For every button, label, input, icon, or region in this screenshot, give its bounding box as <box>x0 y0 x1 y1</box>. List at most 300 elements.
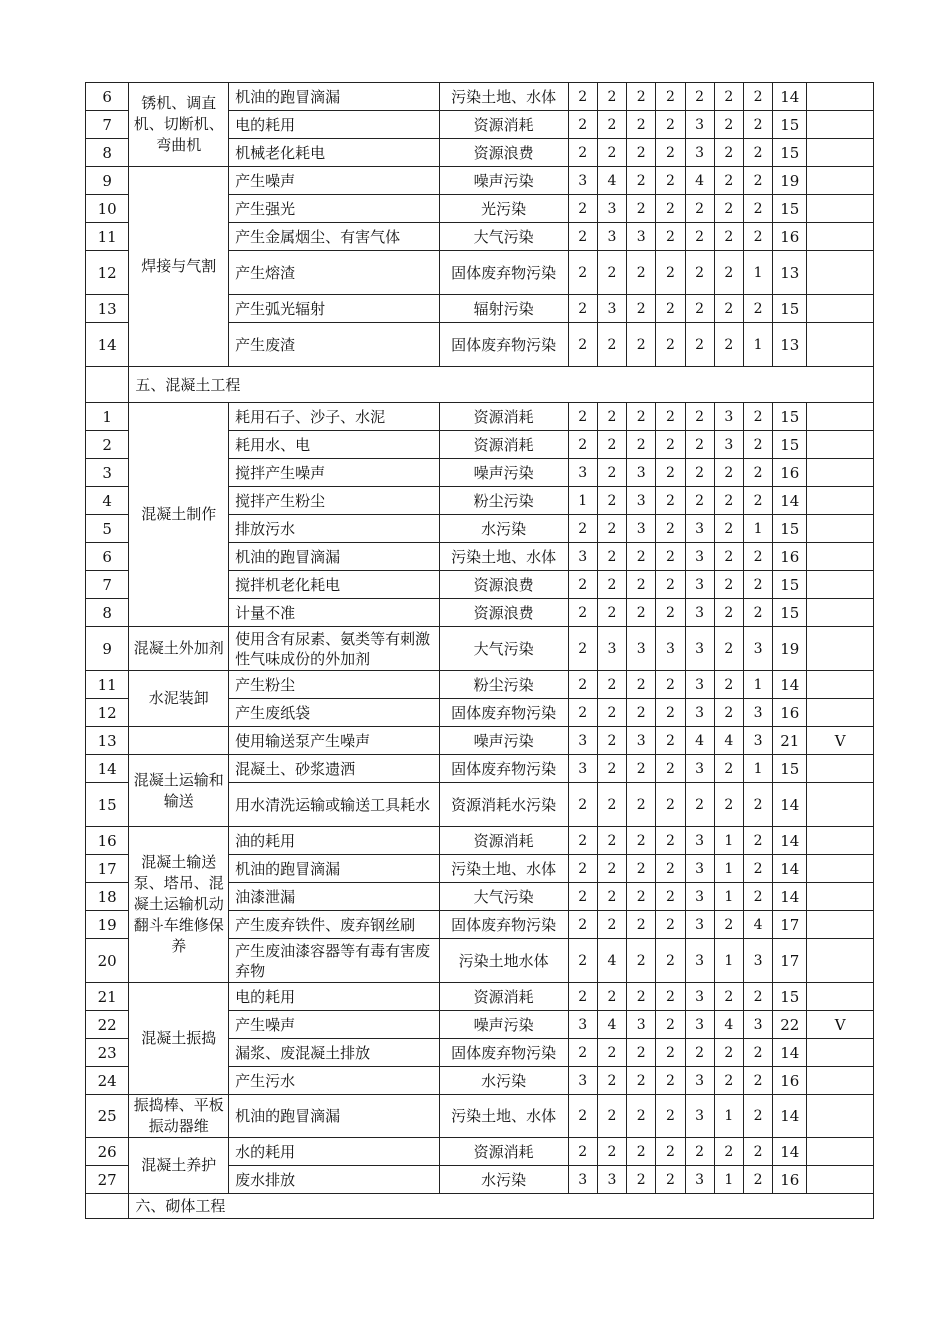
score-cell: 3 <box>685 911 714 939</box>
score-cell: 3 <box>597 195 626 223</box>
score-cell: 3 <box>568 1166 597 1194</box>
total-cell: 15 <box>773 139 807 167</box>
aspect-cell: 资源消耗 <box>439 403 568 431</box>
score-cell: 2 <box>743 295 772 323</box>
row-number: 5 <box>86 515 129 543</box>
score-cell: 4 <box>597 939 626 983</box>
activity-cell: 混凝土、砂浆遗洒 <box>229 755 440 783</box>
score-cell: 2 <box>656 459 685 487</box>
significance-mark <box>807 755 874 783</box>
score-cell: 3 <box>743 699 772 727</box>
activity-cell: 产生粉尘 <box>229 671 440 699</box>
aspect-cell: 大气污染 <box>439 223 568 251</box>
score-cell: 2 <box>568 139 597 167</box>
score-cell: 2 <box>685 783 714 827</box>
aspect-cell: 资源消耗 <box>439 1138 568 1166</box>
total-cell: 16 <box>773 223 807 251</box>
score-cell: 2 <box>743 167 772 195</box>
score-cell: 2 <box>597 855 626 883</box>
score-cell: 2 <box>685 195 714 223</box>
row-number: 1 <box>86 403 129 431</box>
aspect-cell: 资源消耗 <box>439 111 568 139</box>
score-cell: 2 <box>568 599 597 627</box>
score-cell: 2 <box>568 783 597 827</box>
score-cell: 2 <box>714 755 743 783</box>
significance-mark <box>807 515 874 543</box>
score-cell: 4 <box>685 727 714 755</box>
score-cell: 2 <box>743 855 772 883</box>
row-number: 8 <box>86 139 129 167</box>
score-cell: 3 <box>685 1067 714 1095</box>
score-cell: 2 <box>568 671 597 699</box>
score-cell: 2 <box>714 699 743 727</box>
score-cell: 2 <box>714 543 743 571</box>
score-cell: 2 <box>627 295 656 323</box>
score-cell: 2 <box>714 195 743 223</box>
score-cell: 2 <box>627 911 656 939</box>
score-cell: 4 <box>714 1011 743 1039</box>
row-number: 10 <box>86 195 129 223</box>
score-cell: 1 <box>743 515 772 543</box>
score-cell: 2 <box>685 323 714 367</box>
score-cell: 2 <box>656 487 685 515</box>
score-cell: 2 <box>627 543 656 571</box>
score-cell: 2 <box>627 1095 656 1138</box>
total-cell: 19 <box>773 167 807 195</box>
activity-cell: 产生噪声 <box>229 1011 440 1039</box>
row-number: 26 <box>86 1138 129 1166</box>
row-number: 4 <box>86 487 129 515</box>
aspect-cell: 污染土地、水体 <box>439 83 568 111</box>
total-cell: 14 <box>773 855 807 883</box>
aspect-cell: 光污染 <box>439 195 568 223</box>
score-cell: 2 <box>597 543 626 571</box>
activity-cell: 废水排放 <box>229 1166 440 1194</box>
total-cell: 22 <box>773 1011 807 1039</box>
score-cell: 2 <box>597 1138 626 1166</box>
score-cell: 2 <box>627 111 656 139</box>
aspect-cell: 固体废弃物污染 <box>439 1039 568 1067</box>
score-cell: 2 <box>656 195 685 223</box>
score-cell: 2 <box>714 459 743 487</box>
section-row <box>86 1194 874 1219</box>
score-cell: 2 <box>627 1067 656 1095</box>
score-cell: 2 <box>627 251 656 295</box>
significance-mark <box>807 571 874 599</box>
significance-mark <box>807 911 874 939</box>
score-cell: 1 <box>714 939 743 983</box>
score-cell: 2 <box>714 783 743 827</box>
aspect-cell: 大气污染 <box>439 883 568 911</box>
activity-cell: 搅拌产生噪声 <box>229 459 440 487</box>
score-cell: 2 <box>627 431 656 459</box>
score-cell: 2 <box>656 1166 685 1194</box>
significance-mark <box>807 139 874 167</box>
score-cell: 3 <box>597 627 626 671</box>
row-number: 8 <box>86 599 129 627</box>
activity-cell: 产生熔渣 <box>229 251 440 295</box>
score-cell: 2 <box>627 571 656 599</box>
activity-cell: 产生废弃铁件、废弃钢丝刷 <box>229 911 440 939</box>
score-cell: 3 <box>656 627 685 671</box>
score-cell: 2 <box>597 727 626 755</box>
score-cell: 2 <box>743 139 772 167</box>
group-label: 混凝土振捣 <box>129 983 229 1095</box>
aspect-cell: 污染土地、水体 <box>439 855 568 883</box>
score-cell: 2 <box>656 1011 685 1039</box>
score-cell: 2 <box>627 939 656 983</box>
row-number: 11 <box>86 223 129 251</box>
score-cell: 2 <box>743 543 772 571</box>
row-number: 19 <box>86 911 129 939</box>
table-row <box>86 983 874 1011</box>
score-cell: 2 <box>714 139 743 167</box>
score-cell: 2 <box>627 699 656 727</box>
group-label: 混凝土输送泵、塔吊、混凝土运输机动翻斗车维修保养 <box>129 827 229 983</box>
row-number: 20 <box>86 939 129 983</box>
row-number: 23 <box>86 1039 129 1067</box>
score-cell: 2 <box>568 1039 597 1067</box>
total-cell: 14 <box>773 1095 807 1138</box>
group-label: 混凝土养护 <box>129 1138 229 1194</box>
table-row <box>86 755 874 783</box>
aspect-cell: 粉尘污染 <box>439 671 568 699</box>
score-cell: 2 <box>656 571 685 599</box>
score-cell: 1 <box>743 251 772 295</box>
aspect-cell: 资源消耗 <box>439 983 568 1011</box>
score-cell: 2 <box>627 983 656 1011</box>
activity-cell: 用水清洗运输或输送工具耗水 <box>229 783 440 827</box>
score-cell: 2 <box>656 515 685 543</box>
score-cell: 3 <box>568 1067 597 1095</box>
score-cell: 2 <box>627 167 656 195</box>
score-cell: 3 <box>685 543 714 571</box>
score-cell: 2 <box>714 111 743 139</box>
score-cell: 2 <box>656 855 685 883</box>
score-cell: 2 <box>597 983 626 1011</box>
row-number: 9 <box>86 627 129 671</box>
score-cell: 2 <box>714 251 743 295</box>
significance-mark <box>807 599 874 627</box>
score-cell: 2 <box>714 627 743 671</box>
activity-cell: 搅拌机老化耗电 <box>229 571 440 599</box>
total-cell: 14 <box>773 783 807 827</box>
score-cell: 2 <box>597 599 626 627</box>
score-cell: 3 <box>685 827 714 855</box>
aspect-cell: 辐射污染 <box>439 295 568 323</box>
aspect-cell: 资源浪费 <box>439 599 568 627</box>
score-cell: 2 <box>656 911 685 939</box>
score-cell: 2 <box>597 1067 626 1095</box>
score-cell: 2 <box>597 827 626 855</box>
score-cell: 3 <box>685 755 714 783</box>
aspect-cell: 水污染 <box>439 1166 568 1194</box>
score-cell: 2 <box>568 251 597 295</box>
score-cell: 2 <box>714 599 743 627</box>
score-cell: 2 <box>627 883 656 911</box>
score-cell: 2 <box>568 699 597 727</box>
score-cell: 3 <box>743 939 772 983</box>
score-cell: 2 <box>656 111 685 139</box>
group-label <box>129 727 229 755</box>
row-number: 9 <box>86 167 129 195</box>
score-cell: 2 <box>597 783 626 827</box>
activity-cell: 使用输送泵产生噪声 <box>229 727 440 755</box>
row-number: 11 <box>86 671 129 699</box>
score-cell: 2 <box>685 1138 714 1166</box>
score-cell: 2 <box>714 323 743 367</box>
score-cell: 3 <box>685 1011 714 1039</box>
row-number: 22 <box>86 1011 129 1039</box>
aspect-cell: 噪声污染 <box>439 459 568 487</box>
score-cell: 3 <box>685 139 714 167</box>
activity-cell: 计量不准 <box>229 599 440 627</box>
score-cell: 3 <box>627 459 656 487</box>
row-number: 13 <box>86 727 129 755</box>
score-cell: 2 <box>568 855 597 883</box>
score-cell: 2 <box>743 783 772 827</box>
score-cell: 2 <box>597 1095 626 1138</box>
activity-cell: 机油的跑冒滴漏 <box>229 543 440 571</box>
aspect-cell: 资源浪费 <box>439 139 568 167</box>
total-cell: 16 <box>773 1067 807 1095</box>
score-cell: 2 <box>714 223 743 251</box>
activity-cell: 产生弧光辐射 <box>229 295 440 323</box>
score-cell: 3 <box>714 431 743 459</box>
significance-mark <box>807 827 874 855</box>
total-cell: 15 <box>773 571 807 599</box>
row-number: 12 <box>86 251 129 295</box>
row-number: 25 <box>86 1095 129 1138</box>
aspect-cell: 粉尘污染 <box>439 487 568 515</box>
score-cell: 2 <box>568 111 597 139</box>
score-cell: 3 <box>627 1011 656 1039</box>
aspect-cell: 污染土地水体 <box>439 939 568 983</box>
score-cell: 2 <box>627 599 656 627</box>
aspect-cell: 噪声污染 <box>439 1011 568 1039</box>
score-cell: 4 <box>597 167 626 195</box>
total-cell: 19 <box>773 627 807 671</box>
row-number: 13 <box>86 295 129 323</box>
significance-mark <box>807 627 874 671</box>
score-cell: 2 <box>656 323 685 367</box>
score-cell: 2 <box>597 251 626 295</box>
group-label: 混凝土运输和输送 <box>129 755 229 827</box>
significance-mark <box>807 195 874 223</box>
row-number: 7 <box>86 111 129 139</box>
table-row <box>86 167 874 195</box>
score-cell: 3 <box>685 883 714 911</box>
row-number: 15 <box>86 783 129 827</box>
score-cell: 1 <box>743 755 772 783</box>
significance-mark <box>807 1095 874 1138</box>
row-number: 6 <box>86 83 129 111</box>
aspect-cell: 资源消耗水污染 <box>439 783 568 827</box>
significance-mark <box>807 699 874 727</box>
group-label: 焊接与气割 <box>129 167 229 367</box>
significance-mark <box>807 1138 874 1166</box>
activity-cell: 机油的跑冒滴漏 <box>229 855 440 883</box>
score-cell: 2 <box>656 983 685 1011</box>
significance-mark <box>807 883 874 911</box>
total-cell: 14 <box>773 827 807 855</box>
score-cell: 2 <box>656 431 685 459</box>
significance-mark <box>807 1166 874 1194</box>
score-cell: 2 <box>568 983 597 1011</box>
score-cell: 2 <box>685 83 714 111</box>
group-label: 振捣棒、平板振动器维 <box>129 1095 229 1138</box>
score-cell: 3 <box>597 295 626 323</box>
section-title: 五、混凝土工程 <box>129 367 874 403</box>
score-cell: 2 <box>656 699 685 727</box>
activity-cell: 使用含有尿素、氨类等有刺激性气味成份的外加剂 <box>229 627 440 671</box>
total-cell: 15 <box>773 111 807 139</box>
score-cell: 3 <box>597 223 626 251</box>
score-cell: 3 <box>743 727 772 755</box>
score-cell: 2 <box>714 1039 743 1067</box>
score-cell: 2 <box>627 783 656 827</box>
score-cell: 3 <box>568 1011 597 1039</box>
significance-mark <box>807 983 874 1011</box>
score-cell: 3 <box>627 727 656 755</box>
document-page <box>85 82 874 1219</box>
score-cell: 1 <box>568 487 597 515</box>
score-cell: 2 <box>597 83 626 111</box>
score-cell: 2 <box>597 431 626 459</box>
score-cell: 2 <box>597 911 626 939</box>
significance-mark <box>807 295 874 323</box>
significance-mark <box>807 543 874 571</box>
aspect-cell: 污染土地、水体 <box>439 1095 568 1138</box>
activity-cell: 耗用石子、沙子、水泥 <box>229 403 440 431</box>
score-cell: 3 <box>685 111 714 139</box>
score-cell: 2 <box>627 827 656 855</box>
table-row <box>86 727 874 755</box>
significance-mark <box>807 459 874 487</box>
score-cell: 2 <box>685 223 714 251</box>
table-row <box>86 627 874 671</box>
score-cell: 2 <box>568 911 597 939</box>
activity-cell: 电的耗用 <box>229 983 440 1011</box>
score-cell: 2 <box>656 1067 685 1095</box>
total-cell: 14 <box>773 883 807 911</box>
score-cell: 2 <box>656 167 685 195</box>
score-cell: 2 <box>743 1039 772 1067</box>
score-cell: 2 <box>627 671 656 699</box>
total-cell: 15 <box>773 515 807 543</box>
aspect-cell: 资源消耗 <box>439 431 568 459</box>
total-cell: 13 <box>773 323 807 367</box>
score-cell: 2 <box>656 223 685 251</box>
score-cell: 2 <box>656 671 685 699</box>
score-cell: 3 <box>627 515 656 543</box>
group-label: 混凝土外加剂 <box>129 627 229 671</box>
total-cell: 15 <box>773 195 807 223</box>
score-cell: 2 <box>656 727 685 755</box>
score-cell: 2 <box>714 167 743 195</box>
score-cell: 4 <box>743 911 772 939</box>
section-number-cell <box>86 1194 129 1219</box>
score-cell: 2 <box>685 487 714 515</box>
table-row <box>86 83 874 111</box>
aspect-cell: 大气污染 <box>439 627 568 671</box>
score-cell: 2 <box>656 295 685 323</box>
significance-mark <box>807 1039 874 1067</box>
score-cell: 3 <box>685 855 714 883</box>
table-row <box>86 827 874 855</box>
score-cell: 2 <box>597 755 626 783</box>
score-cell: 1 <box>743 323 772 367</box>
score-cell: 2 <box>627 195 656 223</box>
total-cell: 14 <box>773 1138 807 1166</box>
score-cell: 2 <box>597 111 626 139</box>
activity-cell: 机油的跑冒滴漏 <box>229 1095 440 1138</box>
score-cell: 2 <box>656 883 685 911</box>
score-cell: 3 <box>685 671 714 699</box>
score-cell: 2 <box>568 627 597 671</box>
table-row <box>86 1095 874 1138</box>
activity-cell: 电的耗用 <box>229 111 440 139</box>
group-label: 混凝土制作 <box>129 403 229 627</box>
score-cell: 2 <box>685 459 714 487</box>
aspect-cell: 固体废弃物污染 <box>439 755 568 783</box>
score-cell: 4 <box>685 167 714 195</box>
total-cell: 14 <box>773 487 807 515</box>
score-cell: 2 <box>568 515 597 543</box>
score-cell: 2 <box>656 83 685 111</box>
score-cell: 2 <box>597 571 626 599</box>
score-cell: 2 <box>568 939 597 983</box>
activity-cell: 搅拌产生粉尘 <box>229 487 440 515</box>
score-cell: 3 <box>685 627 714 671</box>
significance-mark <box>807 487 874 515</box>
score-cell: 2 <box>627 1166 656 1194</box>
score-cell: 3 <box>714 403 743 431</box>
score-cell: 2 <box>656 403 685 431</box>
group-label: 锈机、调直机、切断机、弯曲机 <box>129 83 229 167</box>
score-cell: 2 <box>656 599 685 627</box>
aspect-cell: 固体废弃物污染 <box>439 251 568 295</box>
activity-cell: 耗用水、电 <box>229 431 440 459</box>
aspect-cell: 固体废弃物污染 <box>439 699 568 727</box>
score-cell: 2 <box>656 755 685 783</box>
score-cell: 2 <box>568 223 597 251</box>
score-cell: 3 <box>597 1166 626 1194</box>
activity-cell: 机械老化耗电 <box>229 139 440 167</box>
aspect-cell: 噪声污染 <box>439 727 568 755</box>
score-cell: 2 <box>568 295 597 323</box>
score-cell: 2 <box>743 1095 772 1138</box>
score-cell: 2 <box>597 459 626 487</box>
row-number: 18 <box>86 883 129 911</box>
aspect-cell: 资源消耗 <box>439 827 568 855</box>
score-cell: 2 <box>714 571 743 599</box>
score-cell: 3 <box>568 459 597 487</box>
score-cell: 3 <box>685 939 714 983</box>
score-cell: 2 <box>714 911 743 939</box>
row-number: 17 <box>86 855 129 883</box>
score-cell: 2 <box>597 487 626 515</box>
score-cell: 2 <box>627 139 656 167</box>
aspect-cell: 资源浪费 <box>439 571 568 599</box>
score-cell: 2 <box>597 699 626 727</box>
score-cell: 2 <box>627 1039 656 1067</box>
score-cell: 2 <box>743 1138 772 1166</box>
total-cell: 15 <box>773 403 807 431</box>
score-cell: 2 <box>568 827 597 855</box>
score-cell: 2 <box>568 571 597 599</box>
significance-mark <box>807 939 874 983</box>
